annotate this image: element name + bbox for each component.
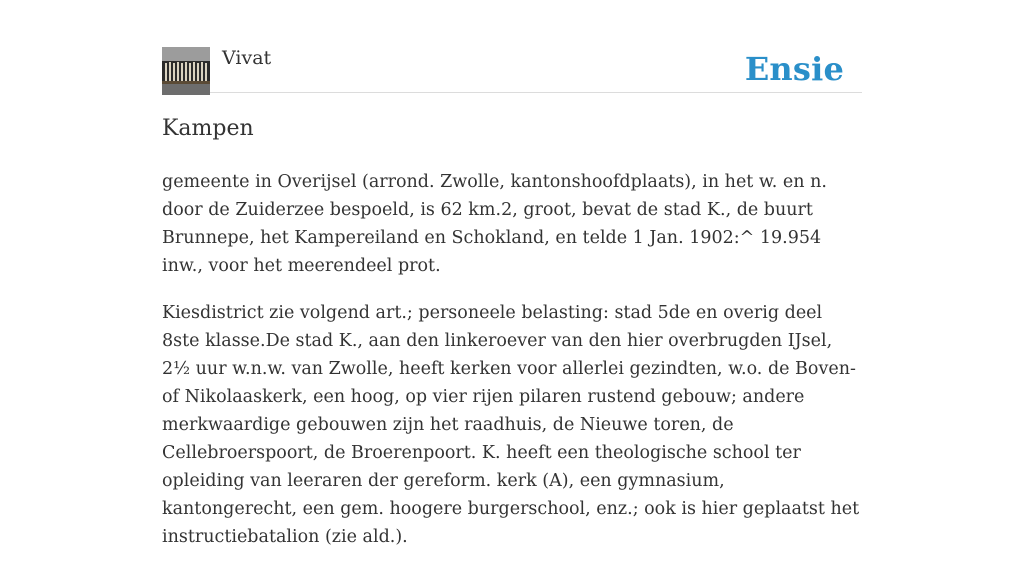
article-body bbox=[162, 168, 862, 570]
header bbox=[162, 0, 862, 93]
page-container bbox=[162, 0, 862, 547]
books-icon bbox=[162, 47, 210, 95]
paragraph: gemeente in Overijsel (arrond. Zwolle, kantonshoofdplaats), in het w. en n. door de Zuiderzee bespoeld, is 62 km.2, groot, bevat de stad K., de buurt Brunnepe, het Kampereiland en Schokland, en telde 1 Jan. 1902:^ 19.954 inw., voor het meerendeel prot. bbox=[162, 172, 827, 276]
site-name[interactable]: Vivat bbox=[222, 47, 272, 69]
avatar[interactable] bbox=[162, 47, 210, 95]
page-title: Kampen bbox=[162, 116, 254, 141]
brand-logo[interactable]: Ensie bbox=[744, 50, 844, 88]
paragraph: Kiesdistrict zie volgend art.; personeele belasting: stad 5de en overig deel 8ste klasse.De stad K., aan den linkeroever van den hier overbrugden IJsel, 2½ uur w.n.w. van Zwolle, heeft kerken voor allerlei gezindten, w.o. de Boven- of Nikolaaskerk, een hoog, op vier rijen pilaren rustend gebouw; andere merkwaardige gebouwen zijn het raadhuis, de Nieuwe toren, de Cellebroerspoort, de Broerenpoort. K. heeft een theologische school ter opleiding van leeraren der gereform. kerk (A), een gymnasium, kantongerecht, een gem. hoogere burgerschool, enz.; ook is hier geplaatst het instructiebatalion (zie ald.). bbox=[162, 303, 860, 547]
